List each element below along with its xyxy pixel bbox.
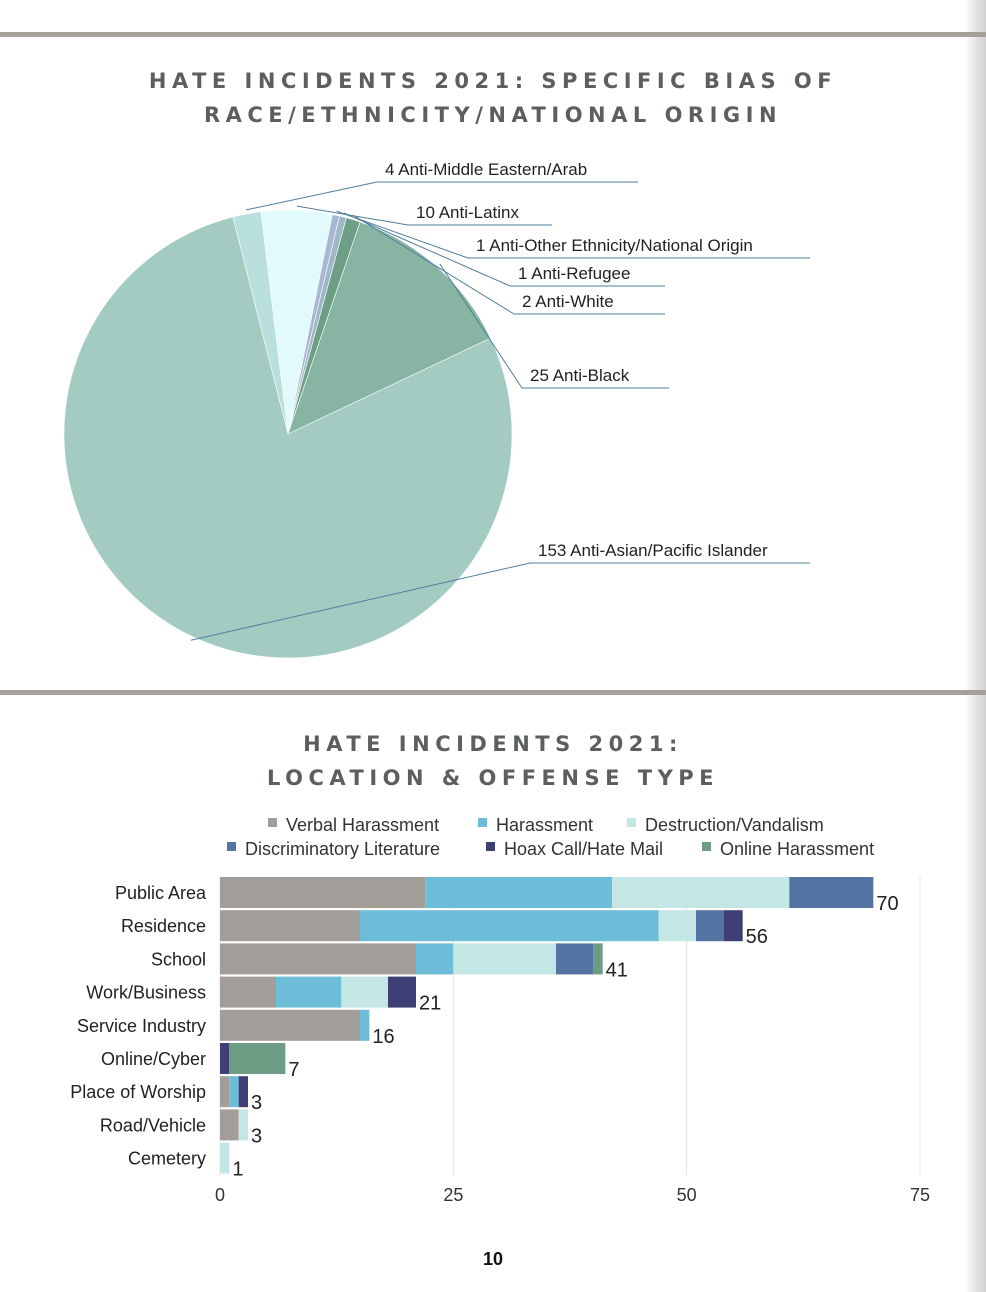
legend-swatch-online-harassment <box>702 842 711 851</box>
pie-slices <box>64 210 512 658</box>
bar-legend <box>227 815 874 859</box>
legend-label-verbal-harassment: Verbal Harassment <box>286 815 440 835</box>
bar-total-service-industry: 16 <box>372 1025 395 1048</box>
bar-work-business-hoax-call-hate-mail <box>388 977 416 1008</box>
bar-school-destruction-vandalism <box>453 943 556 974</box>
bar-residence-destruction-vandalism <box>659 910 696 941</box>
bar-public-area-destruction-vandalism <box>612 877 789 908</box>
bar-work-business-destruction-vandalism <box>341 977 388 1008</box>
bar-service-industry-verbal-harassment <box>220 1010 360 1041</box>
pie-label-anti-other-ethnicity-national-origin: 1 Anti-Other Ethnicity/National Origin <box>476 236 753 255</box>
bar-road-vehicle-destruction-vandalism <box>239 1109 248 1140</box>
pie-label-anti-asian-pacific-islander: 153 Anti-Asian/Pacific Islander <box>538 541 768 560</box>
legend-swatch-destruction-vandalism <box>627 818 636 827</box>
bar-place-of-worship-verbal-harassment <box>220 1076 229 1107</box>
category-label-residence: Residence <box>120 916 206 937</box>
bar-public-area-discriminatory-literature <box>789 877 873 908</box>
middle-divider <box>0 690 986 695</box>
bar-online-cyber-online-harassment <box>229 1043 285 1074</box>
legend-label-discriminatory-literature: Discriminatory Literature <box>245 839 441 859</box>
bar-total-public-area: 70 <box>876 893 899 915</box>
bar-work-business-harassment <box>276 977 341 1008</box>
x-tick-0: 0 <box>214 1185 226 1205</box>
bar-public-area-harassment <box>425 877 612 908</box>
bar-total-school: 41 <box>605 959 628 982</box>
bar-school-harassment <box>416 943 453 974</box>
bar-chart-title: HATE INCIDENTS 2021: LOCATION & OFFENSE TYPE <box>266 732 720 790</box>
pie-label-anti-middle-eastern-arab: 4 Anti-Middle Eastern/Arab <box>385 160 588 179</box>
x-tick-50: 50 <box>676 1185 697 1205</box>
pie-label-anti-latinx: 10 Anti-Latinx <box>416 203 520 222</box>
bar-service-industry-harassment <box>360 1010 369 1041</box>
pie-label-anti-refugee: 1 Anti-Refugee <box>518 264 631 283</box>
legend-label-hoax-call-hate-mail: Hoax Call/Hate Mail <box>504 839 664 859</box>
legend-label-destruction-vandalism: Destruction/Vandalism <box>645 815 824 835</box>
category-label-place-of-worship: Place of Worship <box>70 1082 206 1103</box>
legend-swatch-discriminatory-literature <box>227 842 236 851</box>
pie-label-anti-black: 25 Anti-Black <box>530 366 630 385</box>
x-tick-25: 25 <box>443 1185 464 1205</box>
legend-label-harassment: Harassment <box>496 815 594 835</box>
legend-swatch-verbal-harassment <box>268 818 277 827</box>
page-number: 10 <box>482 1249 504 1269</box>
bar-school-verbal-harassment <box>220 943 416 974</box>
bar-work-business-verbal-harassment <box>220 977 276 1008</box>
bar-total-cemetery: 1 <box>232 1158 244 1181</box>
bar-residence-harassment <box>360 910 659 941</box>
bar-residence-discriminatory-literature <box>696 910 724 941</box>
legend-label-online-harassment: Online Harassment <box>720 839 875 859</box>
bar-public-area-verbal-harassment <box>220 877 425 908</box>
bar-total-residence: 56 <box>745 926 768 949</box>
bar-place-of-worship-hoax-call-hate-mail <box>239 1076 248 1107</box>
category-label-road-vehicle: Road/Vehicle <box>99 1115 206 1136</box>
bar-residence-hoax-call-hate-mail <box>724 910 743 941</box>
bar-online-cyber-hoax-call-hate-mail <box>220 1043 229 1074</box>
pie-label-anti-white: 2 Anti-White <box>522 292 614 311</box>
category-label-public-area: Public Area <box>114 883 206 903</box>
bar-place-of-worship-harassment <box>229 1076 238 1107</box>
bar-segments <box>70 877 898 1181</box>
category-label-school: School <box>150 949 206 970</box>
bar-chart <box>0 700 986 1220</box>
bar-total-road-vehicle: 3 <box>251 1125 263 1148</box>
legend-swatch-hoax-call-hate-mail <box>486 842 495 851</box>
legend-swatch-harassment <box>478 818 487 827</box>
bar-total-work-business: 21 <box>419 992 442 1015</box>
pie-chart-title: HATE INCIDENTS 2021: SPECIFIC BIAS OF RACE/ETHNICITY/NATIONAL ORIGIN <box>148 69 838 127</box>
category-label-work-business: Work/Business <box>86 982 206 1003</box>
bar-total-place-of-worship: 3 <box>251 1092 263 1115</box>
bar-total-online-cyber: 7 <box>288 1059 300 1081</box>
bar-road-vehicle-verbal-harassment <box>220 1109 239 1140</box>
category-label-cemetery: Cemetery <box>127 1148 206 1169</box>
bar-cemetery-destruction-vandalism <box>220 1143 229 1174</box>
x-tick-75: 75 <box>909 1185 931 1205</box>
bar-school-discriminatory-literature <box>556 943 593 974</box>
bar-school-online-harassment <box>593 943 602 974</box>
category-label-service-industry: Service Industry <box>76 1015 206 1036</box>
category-label-online-cyber: Online/Cyber <box>100 1049 206 1069</box>
bar-residence-verbal-harassment <box>220 910 360 941</box>
